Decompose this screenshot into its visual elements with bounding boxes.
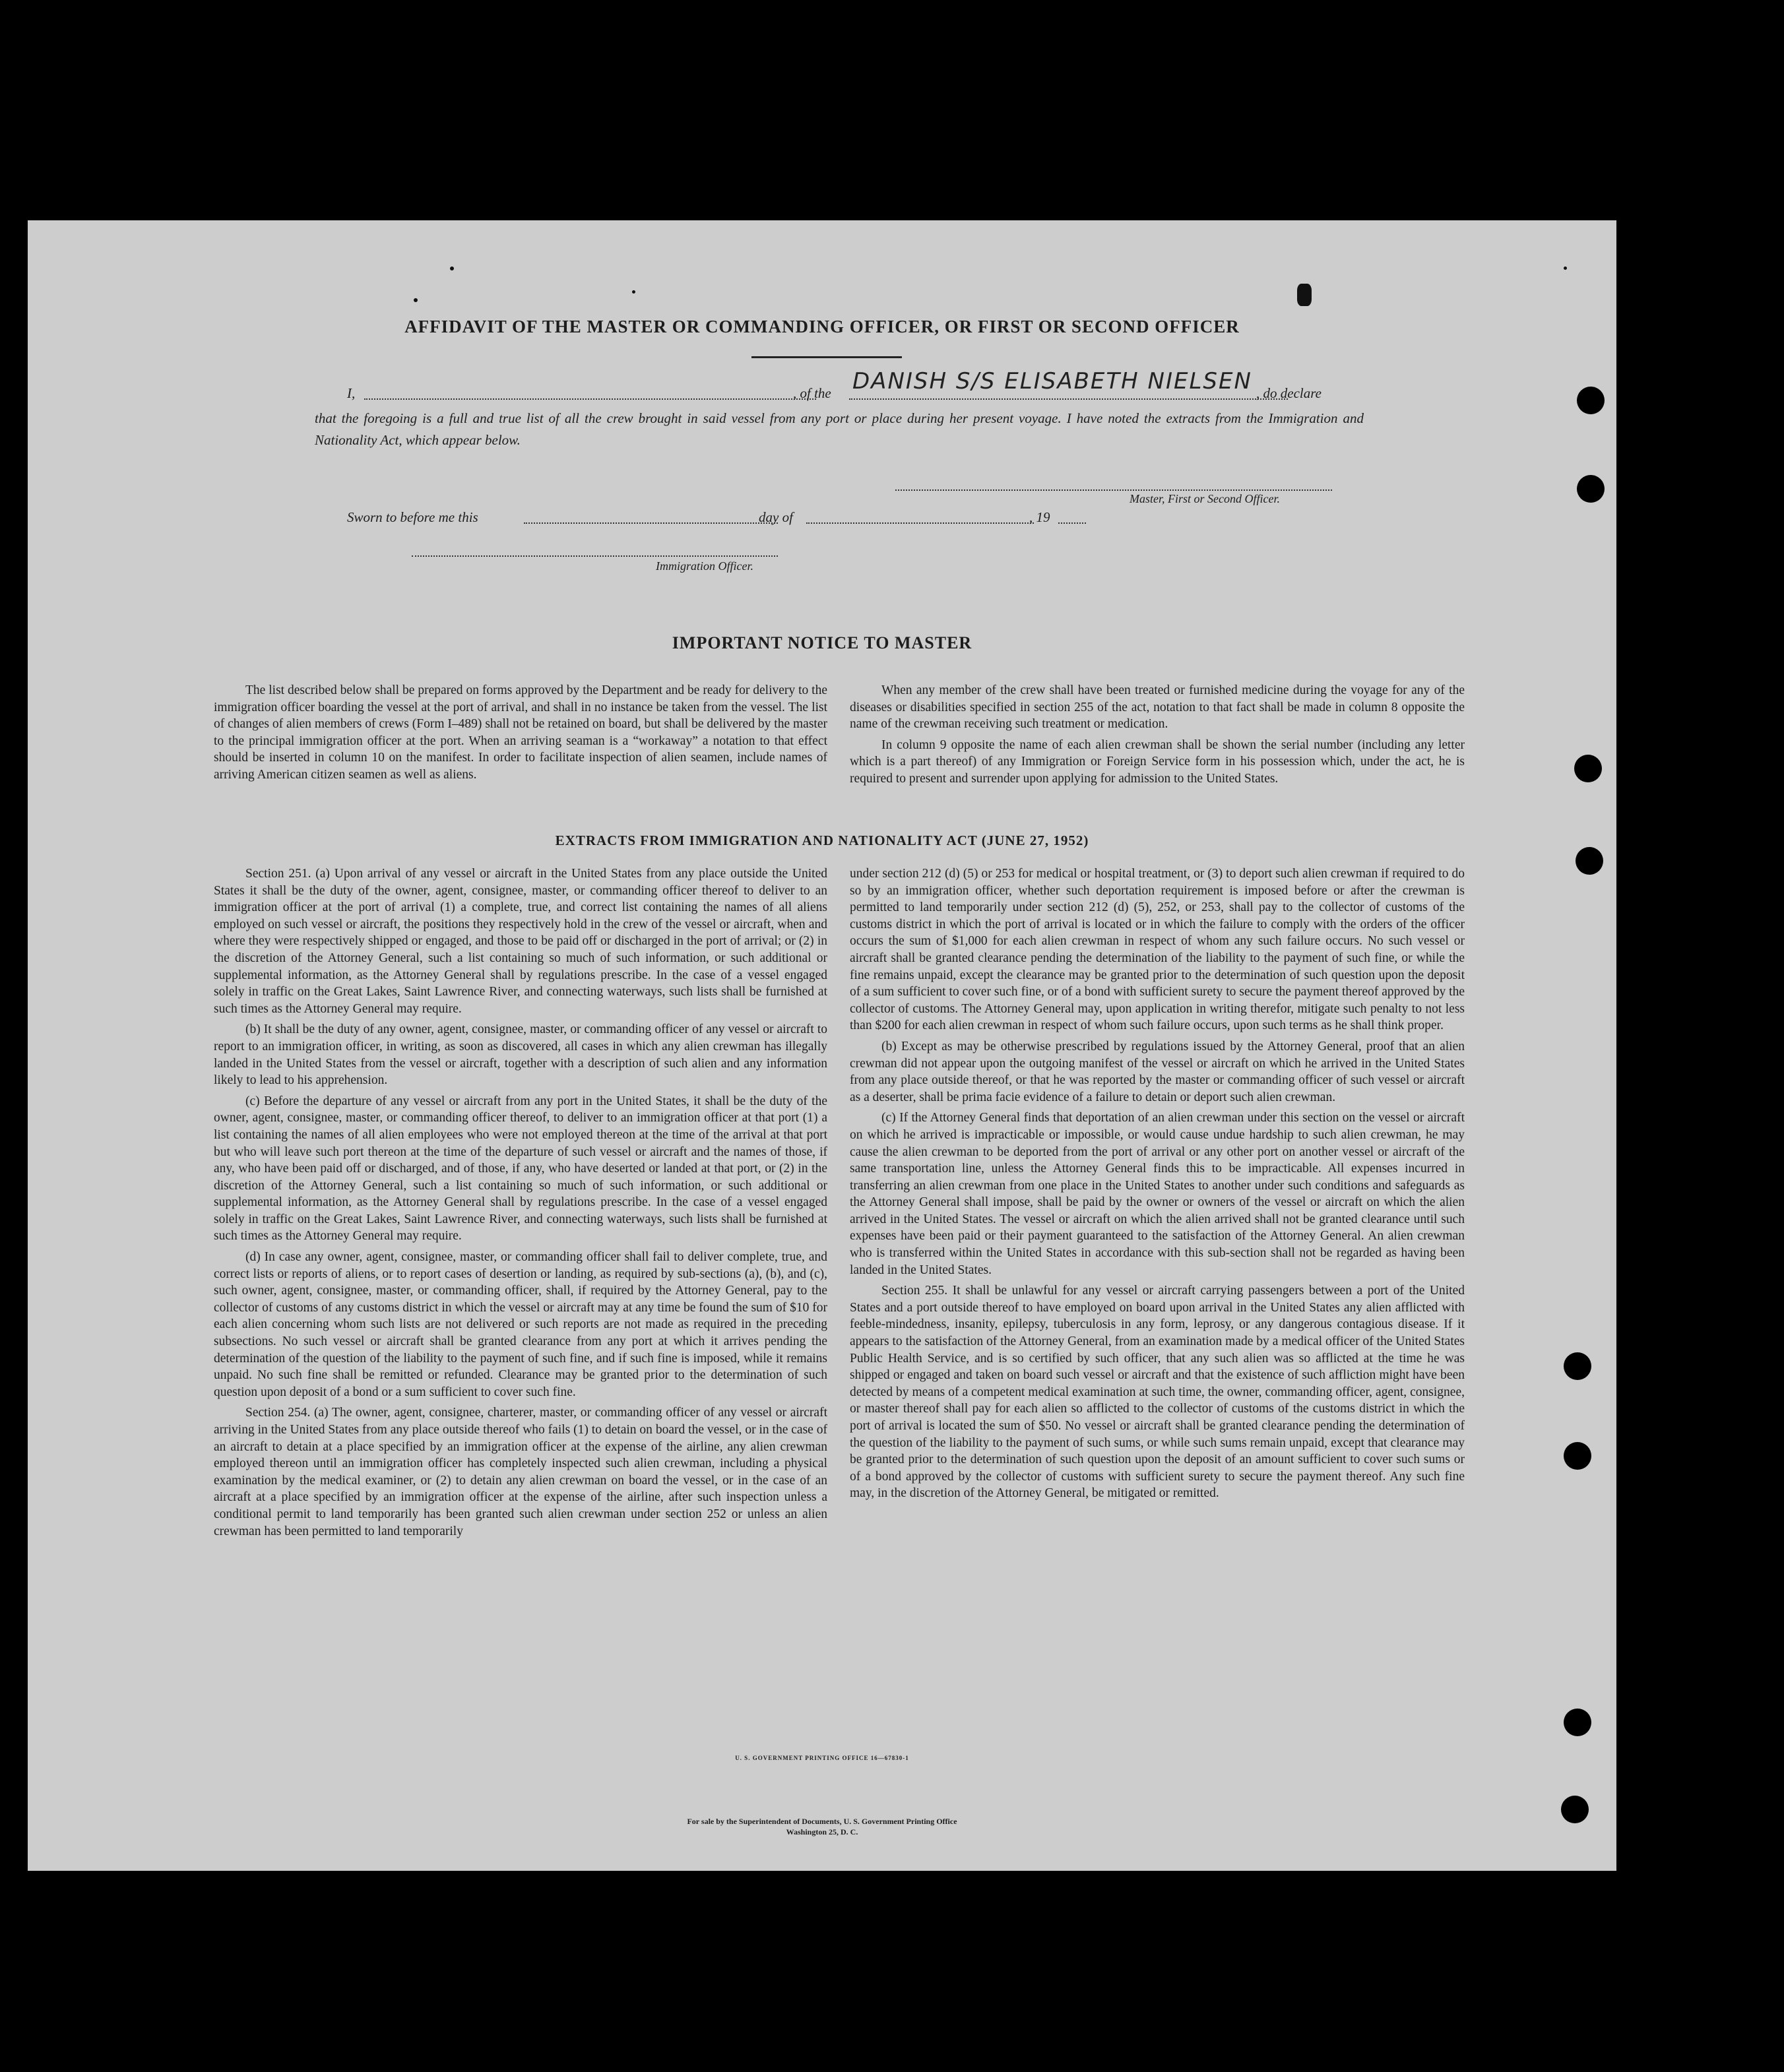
form-sheet — [28, 220, 1616, 1871]
master-signature-line — [895, 488, 1332, 491]
section-251-c: (c) Before the departure of any vessel or aircraft from any port in the United States, it shall be the duty of the owner, agent, consignee, master, or commanding officer thereof, to deliver to an immigration officer at that port (1) a list containing the names of all alien employees who were not employed thereon at the time of the arrival at that port but who will leave such port thereon at the time of the departure of such vessel or aircraft and the names of those, if any, who have been paid off or discharged, and of those, if any, who have deserted or landed at that port, or (2) in the discretion of the Attorney General, such a list containing so much of such information, or such additional or supplemental information, as the Attorney General shall by regulations prescribe. In the case of a vessel engaged solely in traffic on the Great Lakes, Saint Lawrence River, and connecting waterways, such lists shall be furnished at such times as the Attorney General may require. — [214, 1094, 827, 1243]
extracts-left-column — [214, 865, 827, 1544]
affidavit-title: AFFIDAVIT OF THE MASTER OR COMMANDING OFFICER, OR FIRST OR SECOND OFFICER — [404, 317, 1240, 336]
notice-right-text-1: When any member of the crew shall have been treated or furnished medicine during the voyage for any of the diseases or disabilities specified in section 255 of the act, notation to that fact shall be made in column 8 opposite the name of the crewman receiving such treatment or medication. — [850, 683, 1465, 732]
sworn-day-line — [524, 521, 778, 524]
punch-hole — [1577, 475, 1605, 503]
section-251-a: Section 251. (a) Upon arrival of any vessel or aircraft in the United States from any place outside the United States it shall be the duty of the owner, agent, consignee, master, or commanding officer thereof to deliver to an immigration officer at the port of arrival (1) a complete, true, and correct list containing the names of all aliens employed on such vessel or aircraft, the positions they respectively hold in the crew of the vessel or aircraft, when and where they were respectively shipped or engaged, and those to be paid off or discharged in the port of arrival; or (2) in the discretion of the Attorney General, such a list containing so much of such information, or such additional or supplemental information, as the Attorney General shall by regulations prescribe. In the case of a vessel engaged solely in traffic on the Great Lakes, Saint Lawrence River, and connecting waterways, such lists shall be furnished at such times as the Attorney General may require. — [214, 867, 827, 1016]
gpo-imprint: U. S. GOVERNMENT PRINTING OFFICE 16—67830-1 — [735, 1755, 909, 1761]
year-line — [1058, 521, 1086, 524]
punch-hole — [1574, 755, 1602, 782]
immigration-officer-line — [412, 554, 778, 557]
master-signature-label: Master, First or Second Officer. — [1130, 492, 1280, 505]
vessel-line — [849, 397, 1288, 400]
punch-hole — [1564, 1709, 1591, 1736]
ink-blot — [1297, 284, 1312, 306]
do-declare-label: , do declare — [1256, 385, 1322, 401]
extracts-right-column — [850, 865, 1465, 1506]
notice-title: IMPORTANT NOTICE TO MASTER — [672, 633, 972, 652]
sale-line-2: Washington 25, D. C. — [786, 1827, 858, 1837]
punch-hole — [1564, 1442, 1591, 1470]
section-254-b: (b) Except as may be otherwise prescribed by regulations issued by the Attorney General, proof that an alien crewman did not appear upon the outgoing manifest of the vessel or aircraft on which he arrived in the United States from any place outside thereof, or that he was reported by the master or commanding officer of such vessel or aircraft as a deserter, shall be prima facie evidence of a failure to detain or deport such alien crewman. — [850, 1039, 1465, 1104]
i-label: I, — [347, 385, 356, 401]
extracts-title: EXTRACTS FROM IMMIGRATION AND NATIONALITY ACT (JUNE 27, 1952) — [555, 832, 1089, 848]
day-of-label: day of — [759, 509, 793, 525]
vessel-name-handwritten: DANISH S/S ELISABETH NIELSEN — [852, 368, 1252, 394]
speck — [632, 290, 635, 294]
notice-right-text-2: In column 9 opposite the name of each alien crewman shall be shown the serial number (including any letter which is a part thereof) of any Immigration or Foreign Service form in his possession which, under the act, he is required to present and surrender upon applying for admission to the United States. — [850, 738, 1465, 786]
punch-hole — [1561, 1796, 1589, 1823]
affidavit-statement: that the foregoing is a full and true list of all the crew brought in said vessel from any port or place during her present voyage. I have noted the extracts from the Immigration and Nationality Act, which appear below. — [315, 410, 1364, 448]
section-251-b: (b) It shall be the duty of any owner, agent, consignee, master, or commanding officer of any vessel or aircraft to report to an immigration officer, in writing, as soon as discovered, all cases in which any alien crewman has illegally landed in the United States from the vessel or aircraft, together with a description of such alien and any information likely to lead to his apprehension. — [214, 1022, 827, 1088]
punch-hole — [1577, 387, 1605, 414]
speck — [414, 298, 418, 302]
section-254-a: Section 254. (a) The owner, agent, consignee, charterer, master, or commanding officer of any vessel or aircraft arriving in the United States from any place outside thereof who fails (1) to detain on board the vessel, or in the case of an aircraft to detain at a place specified by an immigration officer at the expense of the airline, any alien crewman employed thereon until an immigration officer has completely inspected such alien crewman, including a physical examination by the medical examiner, or (2) to detain any alien crewman on board the vessel, or in the case of an aircraft at a place specified by an immigration officer at the expense of the airline, after such inspection unless a conditional permit to land temporarily has been granted such alien crewman under section 252 or unless an alien crewman has been permitted to land temporarily — [214, 1406, 827, 1538]
sworn-label: Sworn to before me this — [347, 509, 478, 525]
punch-hole — [1564, 1352, 1591, 1380]
punch-hole — [1576, 847, 1603, 875]
immigration-officer-label: Immigration Officer. — [656, 559, 753, 573]
title-rule — [751, 356, 902, 358]
notice-right — [850, 682, 1465, 792]
section-254-a-continued: under section 212 (d) (5) or 253 for medical or hospital treatment, or (3) to deport such alien crewman if required to do so by an immigration officer, whether such deportation requirement is imposed before or after the crewman is permitted to land temporarily under section 212 (d) (5), 252, or 253, shall pay to the collector of customs of the customs district in which the port of arrival is located or in which the failure to comply with the orders of the officer occurs the sum of $1,000 for each alien crewman in respect of whom any such failure occurs. No such vessel or aircraft shall be granted clearance pending the determination of the liability to the payment of such fine, or while the fine remains unpaid, except the clearance may be granted prior to the determination of such question upon the deposit of a sum sufficient to cover such fine, or of a bond with sufficient surety to secure the payment thereof approved by the collector of customs. The Attorney General may, upon application in writing therefor, mitigate such penalty to not less than $200 for each alien crewman in respect of whom such failure occurs, upon such terms as he shall think proper. — [850, 867, 1465, 1033]
section-251-d: (d) In case any owner, agent, consignee, master, or commanding officer shall fail to deliver complete, true, and correct lists or reports of aliens, or to report cases of desertion or landing, as required by sub-sections (a), (b), and (c), such owner, agent, consignee, master, or commanding officer, shall, if required by the Attorney General, pay to the collector of customs of any customs district in which the vessel or aircraft may at any time be found the sum of $10 for each alien concerning whom such lists are not delivered or such reports are not made as required in the preceding subsections. No such vessel or aircraft shall be granted clearance from any port at which it arrives pending the determination of the question of the liability to the payment of such fine, and if such fine is imposed, while it remains unpaid. No such fine shall be remitted or refunded. Clearance may be granted prior to the determination of such question upon deposit of a bond or a sum sufficient to cover such fine. — [214, 1250, 827, 1399]
speck — [1564, 267, 1567, 270]
notice-left — [214, 682, 827, 788]
section-255: Section 255. It shall be unlawful for any vessel or aircraft carrying passengers between a port of the United States and a port outside thereof to have employed on board upon arrival in the United States any alien afflicted with feeble-mindedness, insanity, epilepsy, tuberculosis in any form, leprosy, or any dangerous contagious disease. If it appears to the satisfaction of the Attorney General, from an examination made by a medical officer of the United States Public Health Service, and is so certified by such officer, that any such alien was so afflicted at the time he was shipped or engaged and taken on board such vessel or aircraft and that the existence of such affliction might have been detected by means of a competent medical examination at such time, the owner, commanding officer, agent, consignee, or master thereof shall pay for each alien so afflicted to the collector of customs of the customs district in which the port of arrival is located the sum of $50. No vessel or aircraft shall be granted clearance pending the determination of the question of the liability to the payment of such sums, or while such sums remain unpaid, except that clearance may be granted prior to the determination of such question upon the deposit of an amount sufficient to cover such sums or of a bond approved by the collector of customs with sufficient surety to secure the payment thereof. Any such fine may, in the discretion of the Attorney General, be mitigated or remitted. — [850, 1284, 1465, 1501]
name-line — [364, 397, 816, 400]
sale-line-1: For sale by the Superintendent of Documents, U. S. Government Printing Office — [687, 1817, 957, 1826]
of-the-label: , of the — [793, 385, 831, 401]
speck — [450, 267, 454, 270]
section-254-c: (c) If the Attorney General finds that deportation of an alien crewman under this section on the vessel or aircraft on which he arrived is impracticable or impossible, or would cause undue hardship to such alien crewman, he may cause the alien crewman to be deported from the port of arrival or any other port on another vessel or aircraft of the same transportation line, unless the Attorney General finds this to be impracticable. All expenses incurred in transferring an alien crewman from one place in the United States to another under such conditions and safeguards as the Attorney General shall impose, shall be paid by the owner or owners of the vessel or aircraft on which the alien arrived in the United States. The vessel or aircraft on which the alien arrived shall not be granted clearance until such expenses have been paid or their payment guaranteed to the satisfaction of the Attorney General. An alien crewman who is transferred within the United States in accordance with this sub-section shall not be regarded as having been landed in the United States. — [850, 1111, 1465, 1277]
year-label: , 19 — [1029, 509, 1050, 525]
month-line — [806, 521, 1034, 524]
notice-left-text: The list described below shall be prepared on forms approved by the Department and be ready for delivery to the immigration officer boarding the vessel at the port of arrival, and shall in no instance be taken from the vessel. The list of changes of alien members of crews (Form I–489) shall not be retained on board, but shall be delivered by the master to the principal immigration officer at the port. When an arriving seaman is a “workaway” a notation to that effect should be inserted in column 10 on the manifest. In order to facilitate inspection of alien seamen, include names of arriving American citizen seamen as well as aliens. — [214, 683, 827, 782]
